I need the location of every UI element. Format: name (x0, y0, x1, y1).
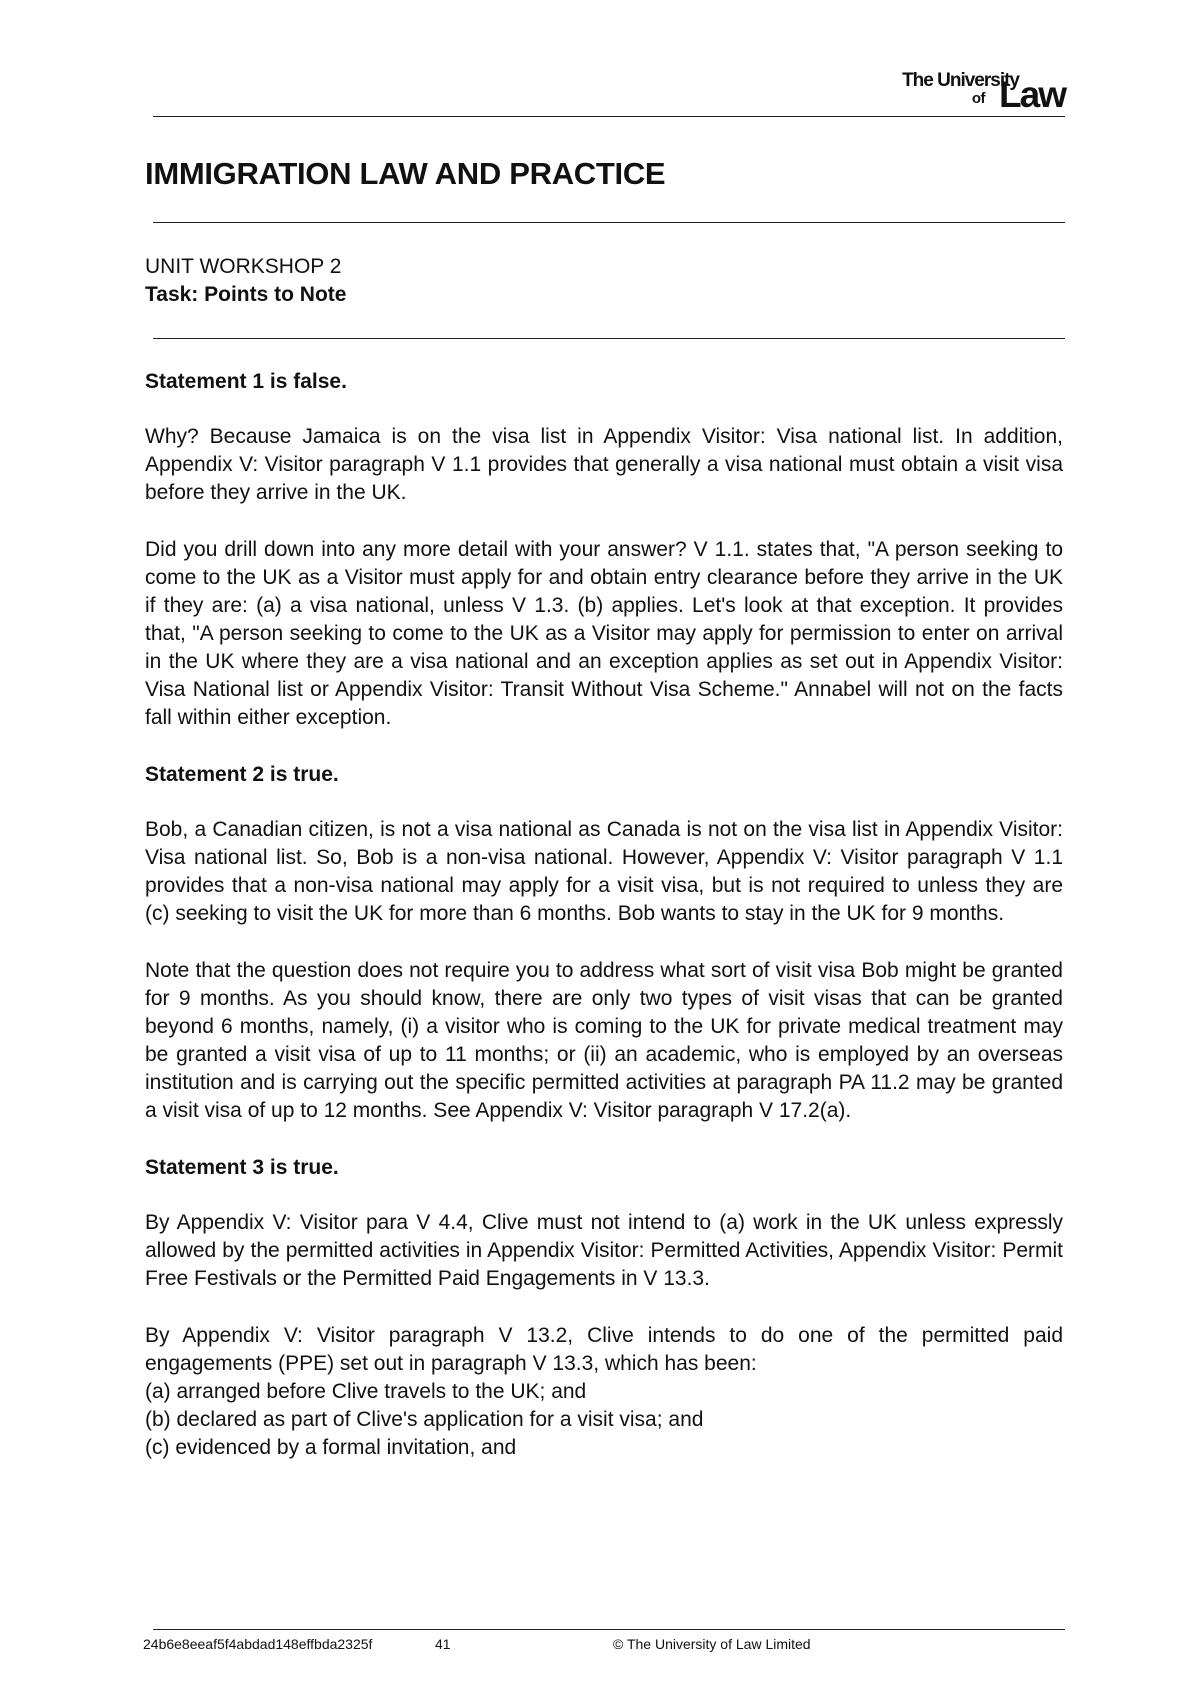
statement-1-paragraph-2: Did you drill down into any more detail with your answer? V 1.1. states that, "A person seeking to come to the UK as a Visitor must apply for and obtain entry clearance before they arrive in the UK if they are: (a) a visa national, unless V 1.3. (b) applies. Let's look at that exception. It provides that, "A person seeking to come to the UK as a Visitor may apply for permission to enter on arrival in the UK where they are a visa national and an exception applies as set out in Appendix Visitor: Visa National list or Appendix Visitor: Transit Without Visa Scheme." Annabel will not on the facts fall within either exception. (145, 538, 1063, 729)
list-item: (b) declared as part of Clive's application for a visit visa; and (145, 1408, 704, 1431)
copyright-notice: © The University of Law Limited (613, 1636, 811, 1652)
statement-3-paragraph-1: By Appendix V: Visitor para V 4.4, Clive must not intend to (a) work in the UK unless expressly allowed by the permitted activities in Appendix Visitor: Permitted Activities, Appendix Visitor: Permit Free Festivals or the Permitted Paid Engagements in V 13.3. (145, 1211, 1063, 1290)
logo-law: Law (999, 74, 1065, 115)
ppe-conditions-list (145, 1378, 1063, 1462)
unit-label: UNIT WORKSHOP 2 (145, 255, 342, 278)
logo-of: of (971, 90, 985, 107)
header-rule (153, 116, 1065, 117)
unit-block (145, 253, 346, 309)
list-item: (c) evidenced by a formal invitation, and (145, 1436, 517, 1459)
page-footer (143, 1636, 1063, 1656)
section-rule (153, 338, 1065, 339)
statement-2-paragraph-1: Bob, a Canadian citizen, is not a visa national as Canada is not on the visa list in Appendix Visitor: Visa national list. So, Bob is a non-visa national. However, Appendix V: Visitor paragraph V 1.1 provides that a non-visa national may apply for a visit visa, but is not required to unless they are (c) seeking to visit the UK for more than 6 months. Bob wants to stay in the UK for 9 months. (145, 818, 1063, 925)
list-item: (a) arranged before Clive travels to the UK; and (145, 1380, 587, 1403)
document-title: IMMIGRATION LAW AND PRACTICE (145, 156, 666, 191)
footer-rule (153, 1629, 1065, 1630)
statement-3-heading: Statement 3 is true. (145, 1156, 339, 1179)
statement-3-paragraph-2: By Appendix V: Visitor paragraph V 13.2, Clive intends to do one of the permitted paid engagements (PPE) set out in paragraph V 13.3, which has been: (145, 1324, 1063, 1375)
statement-2-paragraph-2: Note that the question does not require you to address what sort of visit visa Bob might be granted for 9 months. As you should know, there are only two types of visit visas that can be granted beyond 6 months, namely, (i) a visitor who is coming to the UK for private medical treatment may be granted a visit visa of up to 11 months; or (ii) an academic, who is employed by an overseas institution and is carrying out the specific permitted activities at paragraph PA 11.2 may be granted a visit visa of up to 12 months. See Appendix V: Visitor paragraph V 17.2(a). (145, 959, 1063, 1122)
page-number: 41 (435, 1636, 451, 1652)
statement-2-heading: Statement 2 is true. (145, 763, 339, 786)
document-body (145, 368, 1063, 1462)
task-label: Task: Points to Note (145, 283, 347, 306)
document-code: 24b6e8eeaf5f4abdad148effbda2325f (143, 1636, 373, 1652)
statement-1-paragraph-1: Why? Because Jamaica is on the visa list in Appendix Visitor: Visa national list. In addition, Appendix V: Visitor paragraph V 1.1 provides that generally a visa national must obtain a visit visa before they arrive in the UK. (145, 425, 1063, 504)
university-of-law-logo (855, 68, 1065, 115)
statement-1-heading: Statement 1 is false. (145, 370, 347, 393)
title-rule (153, 222, 1065, 223)
logo-line-university: The University (902, 70, 1019, 91)
